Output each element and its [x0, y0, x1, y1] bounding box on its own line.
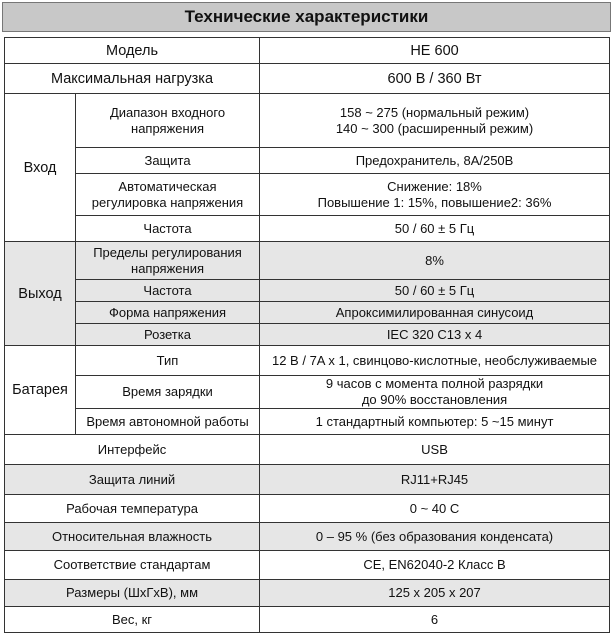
spec-label-line: Розетка: [144, 326, 191, 342]
spec-value: [260, 409, 610, 435]
spec-value-line: до 90% восстановления: [361, 392, 508, 407]
spec-value: [260, 242, 610, 280]
general-value: RJ11+RJ45: [260, 465, 610, 495]
table-row: [5, 346, 610, 376]
spec-value: [260, 324, 610, 346]
spec-table: [4, 37, 610, 633]
spec-value: [260, 376, 610, 409]
general-value: 6: [260, 607, 610, 633]
general-value: 0 – 95 % (без образования конденсата): [260, 523, 610, 551]
model-value: HE 600: [260, 38, 610, 64]
spec-label-line: Пределы регулирования: [93, 244, 242, 260]
general-value: 0 ~ 40 C: [260, 495, 610, 523]
spec-value-line: Апроксимилированная синусоид: [335, 304, 534, 320]
spec-label-line: Диапазон входного: [109, 104, 226, 120]
spec-label-line: напряжения: [131, 120, 204, 136]
spec-value-line: 8%: [425, 252, 444, 268]
spec-label-line: Частота: [143, 220, 192, 236]
general-value: 125 x 205 x 207: [260, 580, 610, 607]
spec-value-line: IEC 320 C13 x 4: [386, 326, 483, 342]
spec-label-line: Защита: [144, 152, 191, 168]
table-row: [5, 523, 610, 551]
spec-label: [76, 376, 260, 409]
spec-label-line: Автоматическая: [118, 178, 217, 194]
spec-title: Технические характеристики: [2, 2, 611, 32]
spec-value-line: 50 / 60 ± 5 Гц: [394, 220, 475, 236]
general-label: Размеры (ШхГхВ), мм: [5, 580, 260, 607]
section-output-label: Выход: [5, 242, 76, 346]
spec-label: [76, 346, 260, 376]
general-value: CE, EN62040-2 Класс В: [260, 551, 610, 580]
spec-value: [260, 346, 610, 376]
table-row: [5, 607, 610, 633]
spec-value: [260, 148, 610, 174]
spec-label-line: Форма напряжения: [108, 304, 227, 320]
spec-value-line: 50 / 60 ± 5 Гц: [394, 282, 475, 298]
table-row: [5, 551, 610, 580]
table-row: [5, 376, 610, 409]
table-row: [5, 148, 610, 174]
spec-label: [76, 94, 260, 148]
spec-value: [260, 94, 610, 148]
spec-label-line: Тип: [156, 352, 179, 368]
general-label: Интерфейс: [5, 435, 260, 465]
spec-value: [260, 280, 610, 302]
spec-value-line: 12 В / 7A x 1, свинцово-кислотные, необслуживаемые: [271, 352, 598, 368]
max-load-label: Максимальная нагрузка: [5, 64, 260, 94]
table-row: [5, 94, 610, 148]
spec-label: [76, 302, 260, 324]
table-row: [5, 280, 610, 302]
table-row: [5, 216, 610, 242]
table-row: [5, 580, 610, 607]
spec-label-line: Частота: [143, 282, 192, 298]
table-row: [5, 302, 610, 324]
spec-label-line: Время зарядки: [122, 384, 213, 399]
table-row-max-load: [5, 64, 610, 94]
spec-value: [260, 174, 610, 216]
table-row: [5, 465, 610, 495]
general-label: Вес, кг: [5, 607, 260, 633]
max-load-value: 600 В / 360 Вт: [260, 64, 610, 94]
spec-label: [76, 216, 260, 242]
spec-label-line: напряжения: [131, 260, 204, 276]
spec-value-line: 158 ~ 275 (нормальный режим): [339, 104, 530, 120]
spec-value-line: 1 стандартный компьютер: 5 ~15 минут: [315, 413, 554, 429]
table-row: [5, 174, 610, 216]
spec-label-line: Время автономной работы: [86, 413, 249, 429]
table-row: [5, 409, 610, 435]
model-label: Модель: [5, 38, 260, 64]
section-battery-label: Батарея: [5, 346, 76, 435]
spec-value-line: Предохранитель, 8A/250В: [355, 152, 514, 168]
spec-label: [76, 242, 260, 280]
spec-value-line: Повышение 1: 15%, повышение2: 36%: [317, 194, 552, 210]
general-label: Относительная влажность: [5, 523, 260, 551]
spec-label-line: регулировка напряжения: [91, 194, 244, 210]
table-row: [5, 495, 610, 523]
table-row-model: [5, 38, 610, 64]
table-row: [5, 435, 610, 465]
spec-label: [76, 324, 260, 346]
table-row: [5, 242, 610, 280]
spec-label: [76, 409, 260, 435]
spec-value-line: 140 ~ 300 (расширенный режим): [335, 120, 534, 136]
general-value: USB: [260, 435, 610, 465]
spec-value: [260, 216, 610, 242]
spec-label: [76, 148, 260, 174]
spec-value-line: Снижение: 18%: [387, 178, 482, 194]
spec-value: [260, 302, 610, 324]
general-label: Соответствие стандартам: [5, 551, 260, 580]
section-input-label: Вход: [5, 94, 76, 242]
general-label: Рабочая температура: [5, 495, 260, 523]
spec-label: [76, 280, 260, 302]
table-row: [5, 324, 610, 346]
general-label: Защита линий: [5, 465, 260, 495]
spec-label: [76, 174, 260, 216]
spec-value-line: 9 часов с момента полной разрядки: [325, 376, 544, 391]
